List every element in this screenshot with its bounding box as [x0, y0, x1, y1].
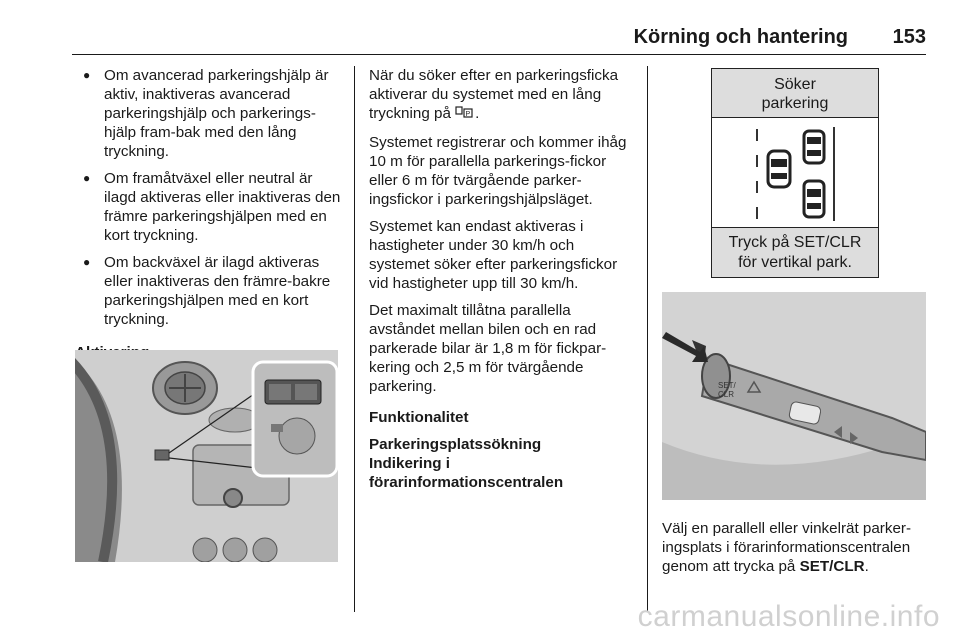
display-text: för vertikal park. [738, 254, 852, 271]
svg-text:P: P [465, 111, 471, 118]
list-item: ● Om backväxel är ilagd aktiveras eller inaktiveras den främre-bakre parkeringshjälpen med en kort tryckning. [75, 253, 343, 329]
list-item: ● Om avancerad parkeringshjälp är aktiv, inaktiveras avancerad parkeringshjälp och parkerings-hjälp fram-bak med den lång tryckning. [75, 66, 343, 161]
page-header [72, 26, 926, 52]
stalk-clr-label: CLR [718, 390, 735, 399]
stalk-illustration [662, 292, 926, 500]
display-top-panel [712, 69, 878, 118]
display-text: parkering [761, 95, 829, 112]
column-middle [369, 66, 635, 492]
caption-text: Välj en parallell eller vinkelrät parker-ingsplats i förarinformationscentralen genom att trycka på [662, 520, 912, 575]
column-divider [647, 66, 648, 612]
page-number: 153 [892, 26, 926, 48]
caption-bold-text: SET/CLR [799, 558, 865, 575]
header-rule [72, 54, 926, 55]
column-divider [354, 66, 355, 612]
page-title: Körning och hantering [633, 26, 848, 48]
display-text: Tryck på SET/CLR [728, 234, 862, 251]
car-icon [804, 181, 824, 217]
bullet-list [75, 66, 343, 329]
paragraph [369, 66, 635, 125]
display-bottom-panel [712, 227, 878, 277]
list-item: ● Om framåtväxel eller neutral är ilagd aktiveras eller inaktiveras den främre parkeringshjälpen med en kort tryckning. [75, 169, 343, 245]
subsection-heading: Parkeringsplatssökning [369, 436, 542, 453]
caption-text: . [864, 558, 869, 575]
dashboard-drawing [75, 350, 338, 562]
dashboard-illustration [75, 350, 338, 562]
figure-caption [662, 519, 928, 576]
paragraph: Det maximalt tillåtna parallella avståndet mellan bilen och en rad parkerade bilar är 1,8 m för fickpar-kering och 2,5 m för tvärgående parkering. [369, 302, 607, 395]
paragraph: Systemet kan endast aktiveras i hastigheter under 30 km/h och systemet söker efter parkeringsfickor vid hastigheter upp till 30 km/h. [369, 218, 618, 292]
paragraph: Systemet registrerar och kommer ihåg 10 m för parallella parkerings-fickor eller 6 m för tvärgående parker-ingsfickor i parkeringshjälpsläget. [369, 134, 627, 208]
parking-scene [712, 121, 878, 225]
car-icon [768, 151, 790, 187]
section-heading: Funktionalitet [369, 409, 469, 426]
subsection-heading: Indikering i [369, 455, 451, 472]
subsection-heading: förarinformationscentralen [369, 474, 564, 491]
column-left [75, 66, 343, 362]
driver-info-display [711, 68, 879, 278]
car-icon [804, 131, 824, 163]
watermark: carmanualsonline.info [637, 600, 940, 633]
stalk-drawing [662, 292, 926, 500]
paragraph-text: När du söker efter en parkeringsficka aktiverar du systemet med en lång tryckning på [369, 67, 619, 122]
paragraph-text: . [475, 105, 480, 122]
park-assist-icon [455, 106, 475, 125]
display-text: Söker [774, 76, 816, 93]
stalk-set-label: SET/ [718, 381, 736, 390]
